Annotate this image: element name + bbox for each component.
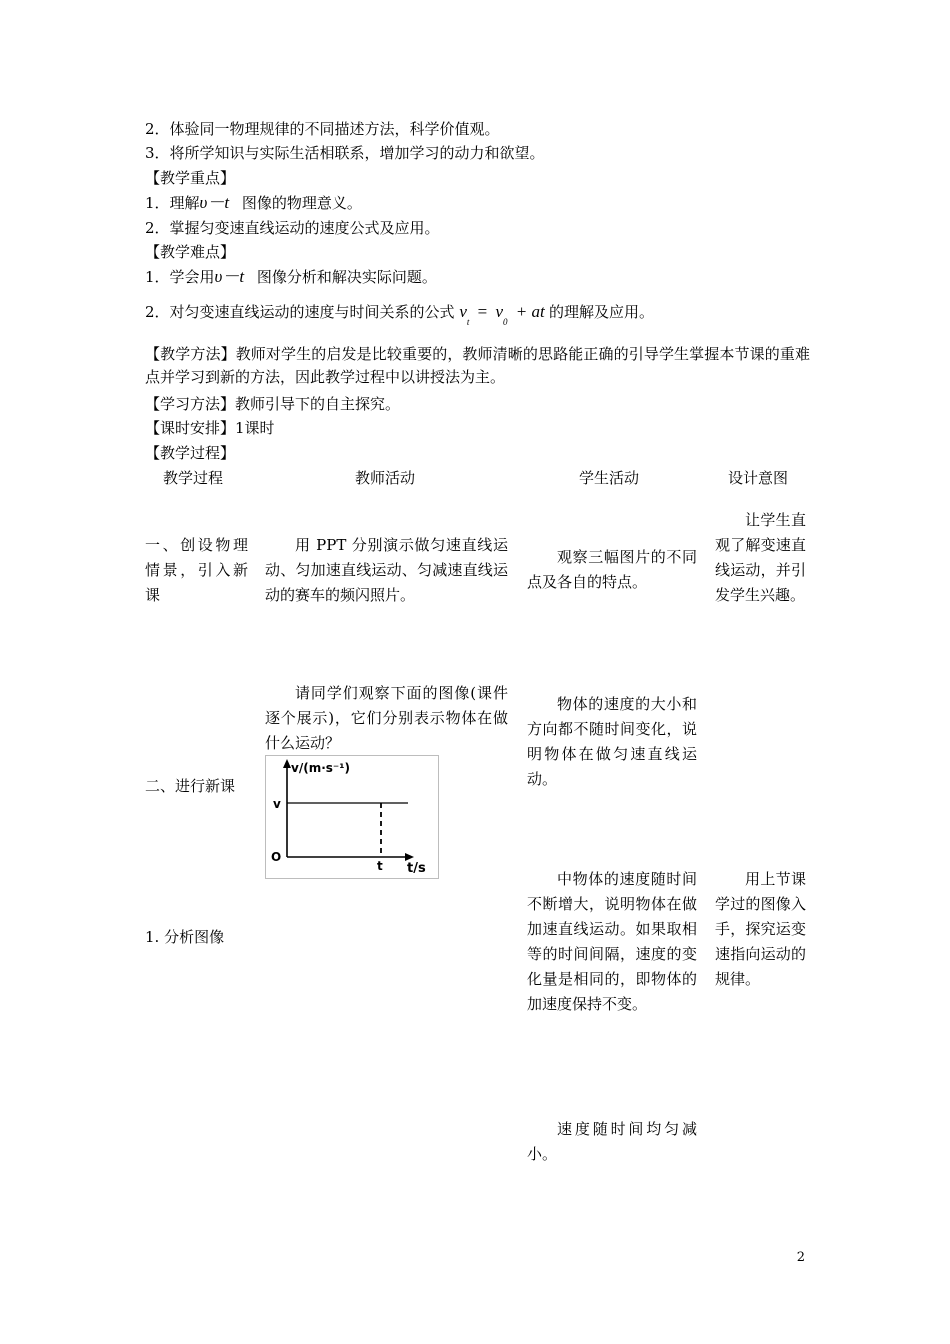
objective-2: 2．体验同一物理规律的不同描述方法，科学价值观。	[145, 120, 500, 138]
x-axis-arrow	[405, 853, 414, 861]
header-teacher: 教师活动	[355, 469, 416, 487]
row3-student: 中物体的速度随时间不断增大，说明物体在做加速直线运动。如果取相等的时间间隔，速度的变化量是相同的，即物体的加速度保持不变。	[527, 870, 697, 1013]
objective-3: 3．将所学知识与实际生活相联系，增加学习的动力和欲望。	[145, 144, 545, 162]
row3-process: 1. 分析图像	[145, 928, 225, 946]
learning-method: 【学习方法】教师引导下的自主探究。	[145, 395, 401, 413]
difficulty-1-math: υ－t	[214, 267, 245, 286]
velocity-formula: $v_t = v_0$ + at	[459, 302, 545, 327]
difficulties-heading: 【教学难点】	[145, 243, 236, 261]
y-axis-arrow	[283, 759, 291, 768]
row2-process: 二、进行新课	[145, 777, 236, 795]
key-point-1-prefix: 1．理解	[145, 194, 200, 212]
difficulty-2-suffix: 的理解及应用。	[548, 303, 654, 321]
row4-student: 速度随时间均匀减小。	[527, 1120, 697, 1163]
row2-teacher: 请同学们观察下面的图像(课件逐个展示)，它们分别表示物体在做什么运动？	[265, 684, 508, 752]
difficulty-1	[145, 267, 437, 287]
header-intent: 设计意图	[728, 469, 789, 487]
row1-process: 一、创设物理情景，引入新课	[145, 536, 248, 604]
page-number: 2	[796, 1250, 805, 1265]
lesson-schedule: 【课时安排】1课时	[145, 419, 275, 437]
t-tick-label: t	[377, 859, 383, 873]
key-point-1-suffix: 图像的物理意义。	[241, 194, 362, 212]
key-point-1	[145, 193, 362, 213]
key-points-heading: 【教学重点】	[145, 169, 236, 187]
difficulty-1-suffix: 图像分析和解决实际问题。	[256, 268, 437, 286]
row2-student: 物体的速度的大小和方向都不随时间变化，说明物体在做匀速直线运动。	[527, 695, 697, 788]
difficulty-1-prefix: 1．学会用	[145, 268, 215, 286]
difficulty-2	[145, 302, 654, 327]
key-point-2: 2．掌握匀变速直线运动的速度公式及应用。	[145, 219, 440, 237]
row1-teacher: 用 PPT 分别演示做匀速直线运动、匀加速直线运动、匀减速直线运动的赛车的频闪照片。	[265, 536, 508, 604]
teaching-method: 【教学方法】教师对学生的启发是比较重要的，教师清晰的思路能正确的引导学生掌握本节课的重难点并学习到新的方法，因此教学过程中以讲授法为主。	[145, 345, 810, 386]
header-student: 学生活动	[579, 469, 640, 487]
velocity-time-graph	[265, 755, 439, 879]
origin-label: O	[271, 850, 282, 864]
header-process: 教学过程	[163, 469, 224, 487]
row3-intent: 用上节课学过的图像入手，探究运变速指向运动的规律。	[715, 870, 806, 988]
process-heading: 【教学过程】	[145, 444, 236, 462]
key-point-1-math: υ－t	[199, 193, 230, 212]
difficulty-2-prefix: 2．对匀变速直线运动的速度与时间关系的公式	[145, 303, 455, 321]
row1-intent: 让学生直观了解变速直线运动，并引发学生兴趣。	[715, 511, 806, 604]
y-axis-label: v/(m·s⁻¹)	[291, 761, 350, 775]
row1-student: 观察三幅图片的不同点及各自的特点。	[527, 548, 697, 591]
x-axis-label: t/s	[407, 861, 426, 876]
v-tick-label: v	[273, 797, 281, 811]
